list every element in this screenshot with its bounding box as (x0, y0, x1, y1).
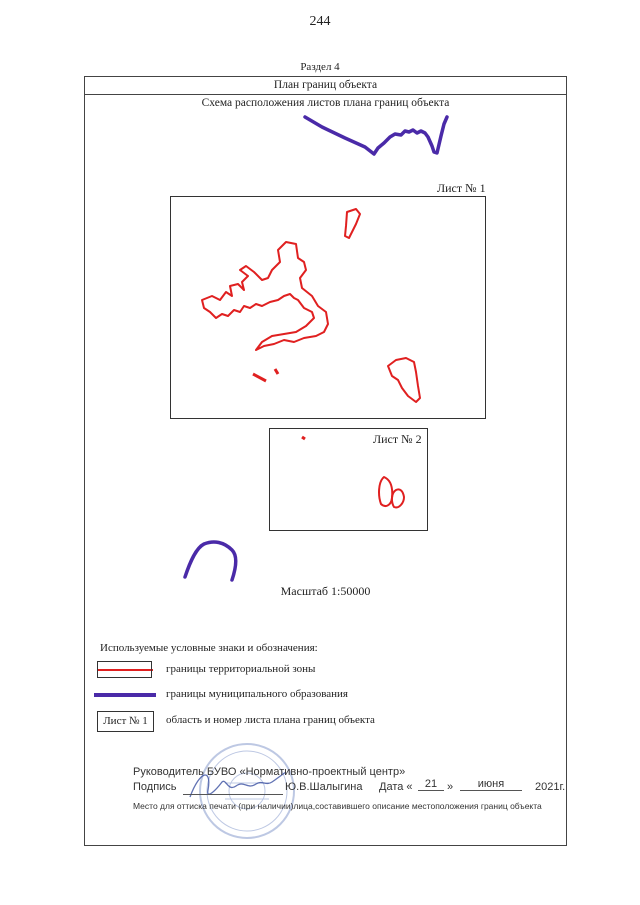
signature-day: 21 (418, 778, 444, 791)
section-heading: Раздел 4 (300, 61, 340, 73)
sheet-1-area (170, 196, 486, 419)
legend-municipal-text: границы муниципального образования (166, 688, 348, 700)
sheet-1-label: Лист № 1 (437, 181, 486, 195)
scale-label: Масштаб 1:50000 (280, 584, 371, 598)
sheet-2-label: Лист № 2 (373, 432, 422, 446)
page-number: 244 (309, 14, 331, 29)
signature-month: июня (460, 778, 522, 791)
signature-line (183, 794, 283, 795)
signature-sign-label: Подпись (133, 781, 177, 793)
municipal-boundary-bottom (185, 542, 236, 580)
stamp-note: Место для оттиска печати (при наличии)лица,составившего описание местоположения границ объекта (133, 801, 542, 811)
signature-name: Ю.В.Шалыгина (285, 781, 363, 793)
frame-title: План границ объекта (84, 76, 567, 95)
signature-date-label: Дата « (379, 781, 413, 793)
legend-sheet-swatch: Лист № 1 (97, 711, 154, 732)
legend-sheet-text: область и номер листа плана границ объекта (166, 714, 375, 726)
municipal-boundary-top (305, 117, 447, 154)
signature-day-close: » (447, 781, 454, 793)
signature-org-line: Руководитель БУВО «Нормативно-проектный центр» (133, 766, 406, 778)
legend-zone-text: границы территориальной зоны (166, 663, 316, 675)
signature-year: 2021г. (535, 781, 566, 793)
legend-title: Используемые условные знаки и обозначения: (100, 642, 318, 654)
legend-zone-swatch (97, 661, 152, 678)
scheme-title: Схема расположения листов плана границ объекта (201, 97, 450, 109)
